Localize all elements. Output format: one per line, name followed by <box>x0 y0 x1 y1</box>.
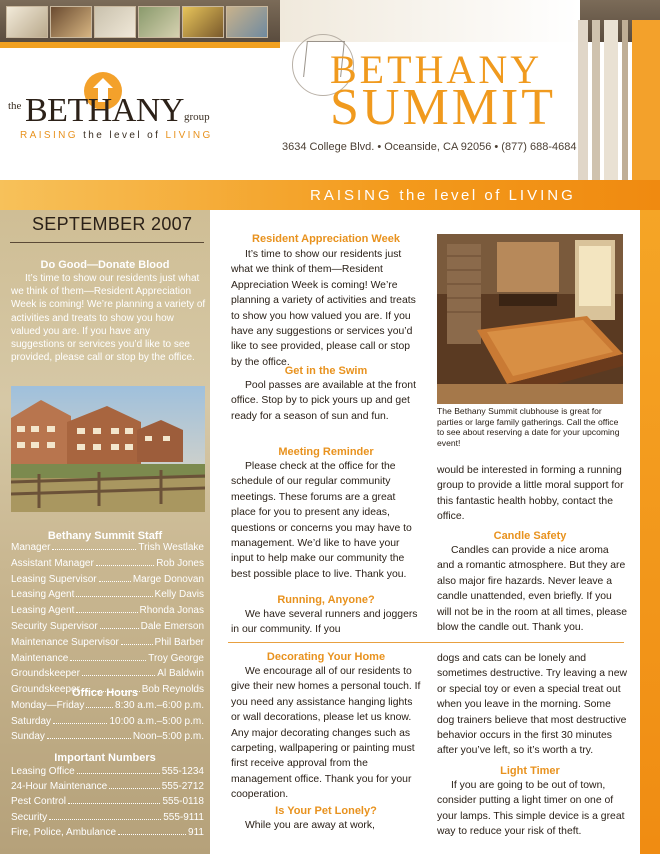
apartment-photo <box>11 386 205 512</box>
list-item <box>11 716 204 727</box>
list-item-label: Leasing Agent <box>11 605 75 617</box>
list-item-value: 8:30 a.m.–6:00 p.m. <box>115 700 204 711</box>
thumbnail-photo <box>94 6 136 38</box>
leader-dots <box>99 574 131 582</box>
logo-tagline-raising: RAISING <box>20 130 78 141</box>
thumbnail-photo <box>138 6 180 38</box>
clubhouse-photo <box>437 234 623 404</box>
masthead-address: 3634 College Blvd. • Oceanside, CA 92056 • (877) 688-4684 <box>282 141 577 153</box>
leader-dots <box>68 796 160 804</box>
decorating-body: We encourage all of our residents to give their new homes a personal touch. If you need any assistance hanging lights or wall decorations, please let us know. Any major decorating changes such as carpeting, wallpapering or painting must first receive approval from the management office. Thank you for your cooperation. <box>231 666 421 801</box>
meeting-body: Please check at the office for the schedule of our regular community meetings. These forums are a great place for you to present any ideas, questions or concerns you may have to management. We’d like to have your input to help make our community the best possible place to live. Thank you. <box>231 461 412 580</box>
list-item-label: Fire, Police, Ambulance <box>11 826 117 838</box>
leader-dots <box>77 766 160 774</box>
list-item-label: Monday—Friday <box>11 700 85 711</box>
thumbnail-photo <box>182 6 224 38</box>
header-accent-band <box>0 42 280 48</box>
list-item-value: Dale Emerson <box>140 621 204 632</box>
list-item <box>11 558 204 569</box>
leader-dots <box>47 731 131 739</box>
running-body-part2: would be interested in forming a running group to provide a little moral support for this fantastic health hobby, contact the office. <box>437 465 624 523</box>
list-item-label: Sunday <box>11 731 45 742</box>
decorating-heading: Decorating Your Home <box>266 651 386 663</box>
leader-dots <box>96 558 154 566</box>
logo-tagline-mid: the level of <box>83 130 161 141</box>
candle-heading: Candle Safety <box>493 530 567 542</box>
timer-heading: Light Timer <box>500 765 560 777</box>
timer-body: If you are going to be out of town, consider putting a light timer on one of your lamps. This simple device is a great way to reduce your risk of theft. <box>437 780 625 838</box>
list-item-value: Noon–5:00 p.m. <box>132 731 204 742</box>
list-item-label: Assistant Manager <box>11 557 94 569</box>
list-item-value: Phil Barber <box>154 636 204 648</box>
clubhouse-caption: The Bethany Summit clubhouse is great for parties or large family gatherings. Call the office to see about reserving a date for your upcoming event! <box>437 406 620 448</box>
swim-heading: Get in the Swim <box>284 365 368 377</box>
leader-dots <box>100 621 139 629</box>
list-item <box>11 668 204 679</box>
pet-body-part2: dogs and cats can be lonely and sometimes destructive. Try leaving a new or special toy or even a special treat out when you leave in the morning. Some dog trainers believe that most destructive behavior occurs in the first 30 minutes after you’ve left, so it’s worth a try. <box>437 653 627 757</box>
masthead-title-line1: BETHANY <box>330 47 543 92</box>
hours-heading: Office Hours <box>71 687 138 699</box>
donate-body: It’s time to show our residents just what we think of them—Resident Appreciation Week is coming! We’re planning a variety of activities and treats to show you how valued you are. If you have any suggestions or services you’d like to see provided, please call or stop by the office. <box>11 273 206 364</box>
list-item-value: 10:00 a.m.–5:00 p.m. <box>109 715 204 727</box>
list-item <box>11 781 204 792</box>
list-item <box>11 605 204 616</box>
list-item-value: Kelly Davis <box>154 589 204 601</box>
tagline-mid: the level of <box>392 187 509 204</box>
list-item-label: Leasing Agent <box>11 589 75 601</box>
list-item-value: Rob Jones <box>156 557 204 569</box>
list-item-value: Bob Reynolds <box>141 684 204 696</box>
tagline <box>310 187 640 204</box>
list-item <box>11 766 204 777</box>
thumbnail-photo <box>6 6 48 38</box>
staff-heading: Bethany Summit Staff <box>47 530 163 542</box>
list-item <box>11 621 204 632</box>
list-item-value: Troy George <box>148 652 204 664</box>
leader-dots <box>53 716 107 724</box>
tagline-raising: RAISING <box>310 187 393 204</box>
list-item <box>11 812 204 823</box>
list-item-value: 555-1234 <box>161 766 204 777</box>
header-stripes <box>578 20 660 182</box>
thumbnail-photo <box>226 6 268 38</box>
list-item <box>11 731 204 742</box>
list-item-label: Leasing Supervisor <box>11 573 97 585</box>
appreciation-body: It’s time to show our residents just what we think of them—Resident Appreciation Week is coming! We’re planning a variety of activities and treats to show you how valued you are. If you have any suggestions or services you’d like to see provided, please call or stop by the office. <box>231 249 416 368</box>
logo-house-icon <box>93 78 113 88</box>
list-item-label: Groundskeeper <box>11 684 80 696</box>
list-item <box>11 542 204 553</box>
list-item-label: Saturday <box>11 715 52 727</box>
list-item <box>11 653 204 664</box>
candle-body: Candles can provide a nice aroma and a romantic atmosphere. But they are also major fire hazards. Never leave a candle unattended, even briefly. If you will not be in the room at all times, please blow the candle out. Thank you. <box>437 545 628 634</box>
list-item <box>11 637 204 648</box>
right-accent-bar <box>640 210 660 854</box>
leader-dots <box>76 605 137 613</box>
list-item <box>11 827 204 838</box>
issue-month: SEPTEMBER 2007 <box>32 214 193 234</box>
logo-tagline <box>20 130 213 141</box>
masthead-title-line2: SUMMIT <box>330 79 557 136</box>
leader-dots <box>82 668 155 676</box>
logo-the: the <box>8 100 22 112</box>
logo-name: BETHANY <box>25 92 184 129</box>
list-item-label: Maintenance Supervisor <box>11 636 119 648</box>
leader-dots <box>121 637 153 645</box>
list-item-label: Maintenance <box>11 652 69 664</box>
list-item-value: Trish Westlake <box>138 542 204 553</box>
list-item <box>11 589 204 600</box>
list-item-value: 555-0118 <box>162 796 204 808</box>
logo-group: group <box>184 111 210 123</box>
list-item <box>11 796 204 807</box>
list-item-label: Leasing Office <box>11 766 75 777</box>
list-item-value: 911 <box>188 826 204 838</box>
list-item-label: Pest Control <box>11 796 67 808</box>
list-item-value: Rhonda Jonas <box>139 605 204 617</box>
numbers-heading: Important Numbers <box>54 752 156 764</box>
list-item-value: Al Baldwin <box>157 668 204 680</box>
list-item-label: Security Supervisor <box>11 621 98 632</box>
list-item-value: 555-9111 <box>163 811 204 823</box>
list-item <box>11 700 204 711</box>
meeting-heading: Meeting Reminder <box>278 446 374 458</box>
donate-heading: Do Good—Donate Blood <box>40 259 170 271</box>
leader-dots <box>76 589 152 597</box>
list-item-label: 24-Hour Maintenance <box>11 781 108 793</box>
leader-dots <box>70 653 146 661</box>
logo-tagline-living: LIVING <box>165 130 213 141</box>
leader-dots <box>49 812 161 820</box>
leader-dots <box>86 700 113 708</box>
appreciation-heading: Resident Appreciation Week <box>252 233 400 245</box>
list-item-label: Security <box>11 811 48 823</box>
list-item <box>11 574 204 585</box>
swim-body: Pool passes are available at the front office. Stop by to pick yours up and get ready for a season of sun and fun. <box>231 380 416 422</box>
list-item-label: Groundskeeper <box>11 668 80 680</box>
running-body-part1: We have several runners and joggers in our community. If you <box>231 609 418 636</box>
month-divider <box>10 242 204 243</box>
running-heading: Running, Anyone? <box>277 594 375 606</box>
leader-dots <box>118 827 186 835</box>
list-item-value: Marge Donovan <box>132 573 204 585</box>
pet-heading: Is Your Pet Lonely? <box>275 805 377 817</box>
tagline-living: LIVING <box>508 187 576 204</box>
leader-dots <box>52 542 136 550</box>
section-divider <box>228 642 624 643</box>
leader-dots <box>109 781 160 789</box>
list-item-value: 555-2712 <box>161 781 204 793</box>
list-item-label: Manager <box>11 542 51 553</box>
thumbnail-photo <box>50 6 92 38</box>
pet-body-part1: While you are away at work, <box>245 820 375 831</box>
